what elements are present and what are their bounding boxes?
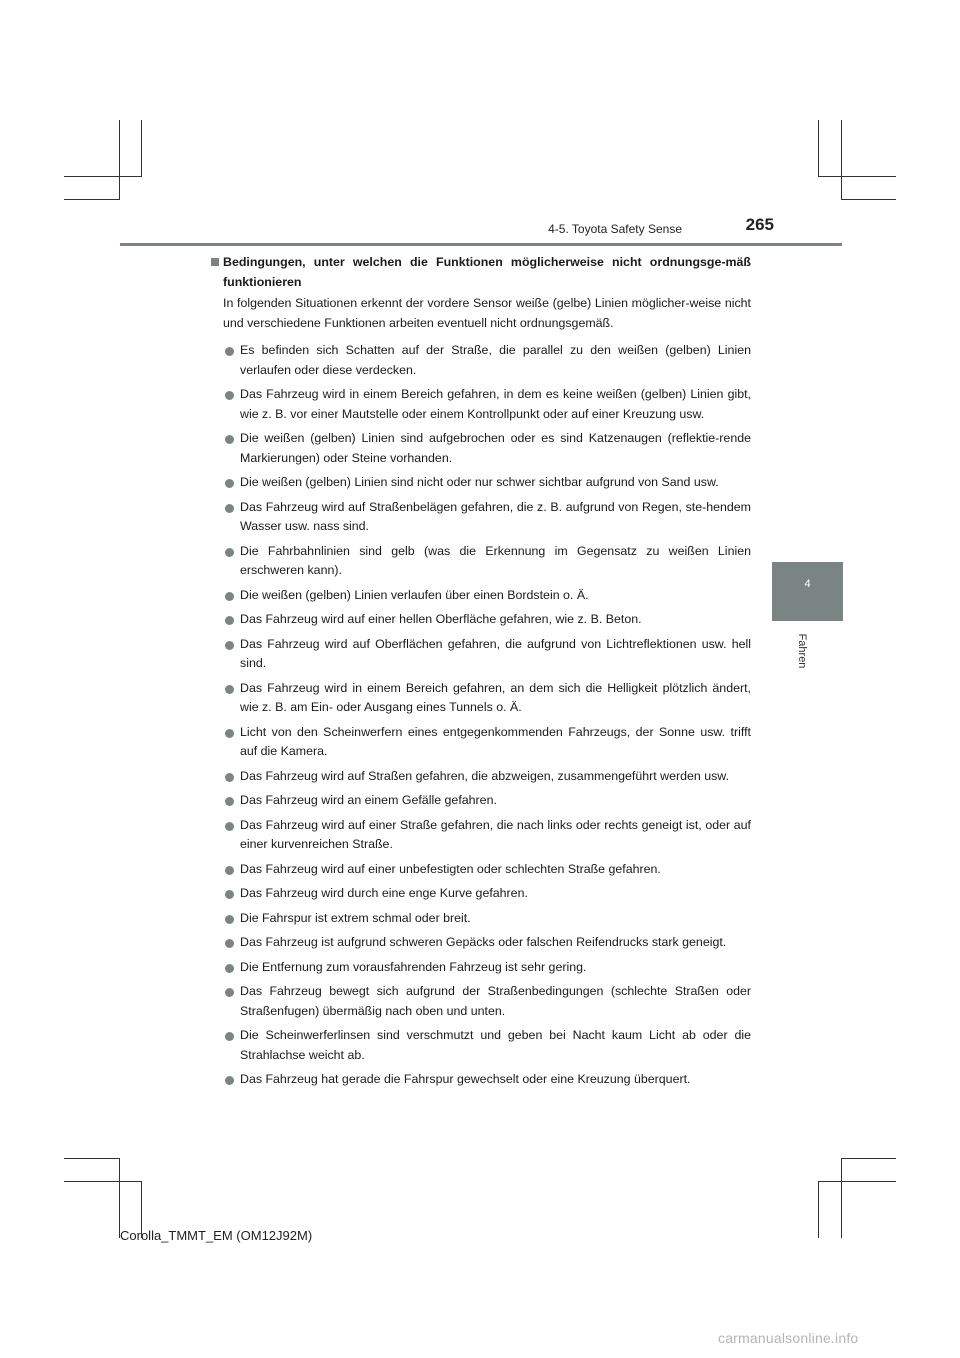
header-rule <box>120 243 842 246</box>
bullet-icon <box>225 391 234 400</box>
bullet-icon <box>225 773 234 782</box>
crop-mark <box>841 1158 842 1238</box>
bullet-icon <box>225 347 234 356</box>
list-item: Das Fahrzeug wird auf einer hellen Oberfläche gefahren, wie z. B. Beton. <box>211 610 751 630</box>
crop-mark <box>64 1181 142 1182</box>
bullet-icon <box>225 504 234 513</box>
list-item: Das Fahrzeug wird an einem Gefälle gefahren. <box>211 791 751 811</box>
list-item: Die Fahrspur ist extrem schmal oder breit. <box>211 909 751 929</box>
list-item: Das Fahrzeug wird auf einer Straße gefahren, die nach links oder rechts geneigt ist, oder auf einer kurvenreichen Straße. <box>211 816 751 855</box>
crop-mark <box>64 199 120 200</box>
bullet-icon <box>225 1076 234 1085</box>
crop-mark <box>818 1181 819 1238</box>
square-bullet-icon <box>211 258 219 266</box>
bullet-icon <box>225 641 234 650</box>
list-item: Das Fahrzeug wird durch eine enge Kurve gefahren. <box>211 884 751 904</box>
list-item: Die weißen (gelben) Linien sind aufgebrochen oder es sind Katzenaugen (reflektie-rende Markierungen) oder Steine vorhanden. <box>211 429 751 468</box>
list-item: Das Fahrzeug ist aufgrund schweren Gepäcks oder falschen Reifendrucks stark geneigt. <box>211 933 751 953</box>
bullet-icon <box>225 797 234 806</box>
list-item: Das Fahrzeug hat gerade die Fahrspur gewechselt oder eine Kreuzung überquert. <box>211 1070 751 1090</box>
bullet-icon <box>225 866 234 875</box>
section-heading <box>211 253 751 292</box>
condition-list <box>211 341 751 1090</box>
crop-mark <box>818 120 819 177</box>
document-id: Corolla_TMMT_EM (OM12J92M) <box>120 1228 313 1243</box>
crop-mark <box>818 1181 896 1182</box>
list-item: Die weißen (gelben) Linien verlaufen über einen Bordstein o. Ä. <box>211 586 751 606</box>
bullet-icon <box>225 822 234 831</box>
main-content <box>211 253 751 1095</box>
crop-mark <box>119 120 120 200</box>
list-item: Die Scheinwerferlinsen sind verschmutzt und geben bei Nacht kaum Licht ab oder die Strahlachse weicht ab. <box>211 1026 751 1065</box>
list-item: Das Fahrzeug wird auf Straßenbelägen gefahren, die z. B. aufgrund von Regen, ste-hendem Wasser usw. nass sind. <box>211 498 751 537</box>
watermark: carmanualsonline.info <box>718 1330 859 1346</box>
bullet-icon <box>225 729 234 738</box>
crop-mark <box>841 1158 896 1159</box>
crop-mark <box>64 1158 120 1159</box>
crop-mark <box>141 120 142 177</box>
chapter-name: Fahren <box>796 633 808 669</box>
bullet-icon <box>225 1032 234 1041</box>
bullet-icon <box>225 939 234 948</box>
list-item: Das Fahrzeug wird auf Straßen gefahren, die abzweigen, zusammengeführt werden usw. <box>211 767 751 787</box>
bullet-icon <box>225 915 234 924</box>
bullet-icon <box>225 592 234 601</box>
list-item: Die Fahrbahnlinien sind gelb (was die Erkennung im Gegensatz zu weißen Linien erschweren kann). <box>211 542 751 581</box>
bullet-icon <box>225 685 234 694</box>
bullet-icon <box>225 479 234 488</box>
page-number: 265 <box>745 215 774 234</box>
bullet-icon <box>225 890 234 899</box>
list-item: Das Fahrzeug wird in einem Bereich gefahren, in dem es keine weißen (gelben) Linien gibt, wie z. B. vor einer Mautstelle oder einem Kontrollpunkt oder auf einer Kreuzung usw. <box>211 385 751 424</box>
crop-mark <box>841 199 896 200</box>
bullet-icon <box>225 435 234 444</box>
bullet-icon <box>225 964 234 973</box>
section-label: 4-5. Toyota Safety Sense <box>548 222 682 236</box>
bullet-icon <box>225 548 234 557</box>
list-item: Das Fahrzeug bewegt sich aufgrund der Straßenbedingungen (schlechte Straßen oder Straßenfugen) übermäßig nach oben und unten. <box>211 982 751 1021</box>
list-item: Licht von den Scheinwerfern eines entgegenkommenden Fahrzeugs, der Sonne usw. trifft auf die Kamera. <box>211 723 751 762</box>
list-item: Es befinden sich Schatten auf der Straße, die parallel zu den weißen (gelben) Linien verlaufen oder diese verdecken. <box>211 341 751 380</box>
crop-mark <box>818 176 896 177</box>
section-heading-text: Bedingungen, unter welchen die Funktionen möglicherweise nicht ordnungsge-mäß funktionieren <box>223 255 751 289</box>
list-item: Die Entfernung zum vorausfahrenden Fahrzeug ist sehr gering. <box>211 958 751 978</box>
chapter-tab <box>772 562 843 621</box>
list-item: Das Fahrzeug wird auf einer unbefestigten oder schlechten Straße gefahren. <box>211 860 751 880</box>
crop-mark <box>841 120 842 200</box>
list-item: Die weißen (gelben) Linien sind nicht oder nur schwer sichtbar aufgrund von Sand usw. <box>211 473 751 493</box>
chapter-number: 4 <box>804 578 811 590</box>
list-item: Das Fahrzeug wird in einem Bereich gefahren, an dem sich die Helligkeit plötzlich ändert, wie z. B. am Ein- oder Ausgang eines Tunnels o. Ä. <box>211 679 751 718</box>
intro-paragraph: In folgenden Situationen erkennt der vordere Sensor weiße (gelbe) Linien möglicher-weise nicht und verschiedene Funktionen arbeiten eventuell nicht ordnungsgemäß. <box>223 296 751 330</box>
crop-mark <box>119 1158 120 1238</box>
bullet-icon <box>225 616 234 625</box>
list-item: Das Fahrzeug wird auf Oberflächen gefahren, die aufgrund von Lichtreflektionen usw. hell sind. <box>211 635 751 674</box>
bullet-icon <box>225 988 234 997</box>
crop-mark <box>64 176 142 177</box>
